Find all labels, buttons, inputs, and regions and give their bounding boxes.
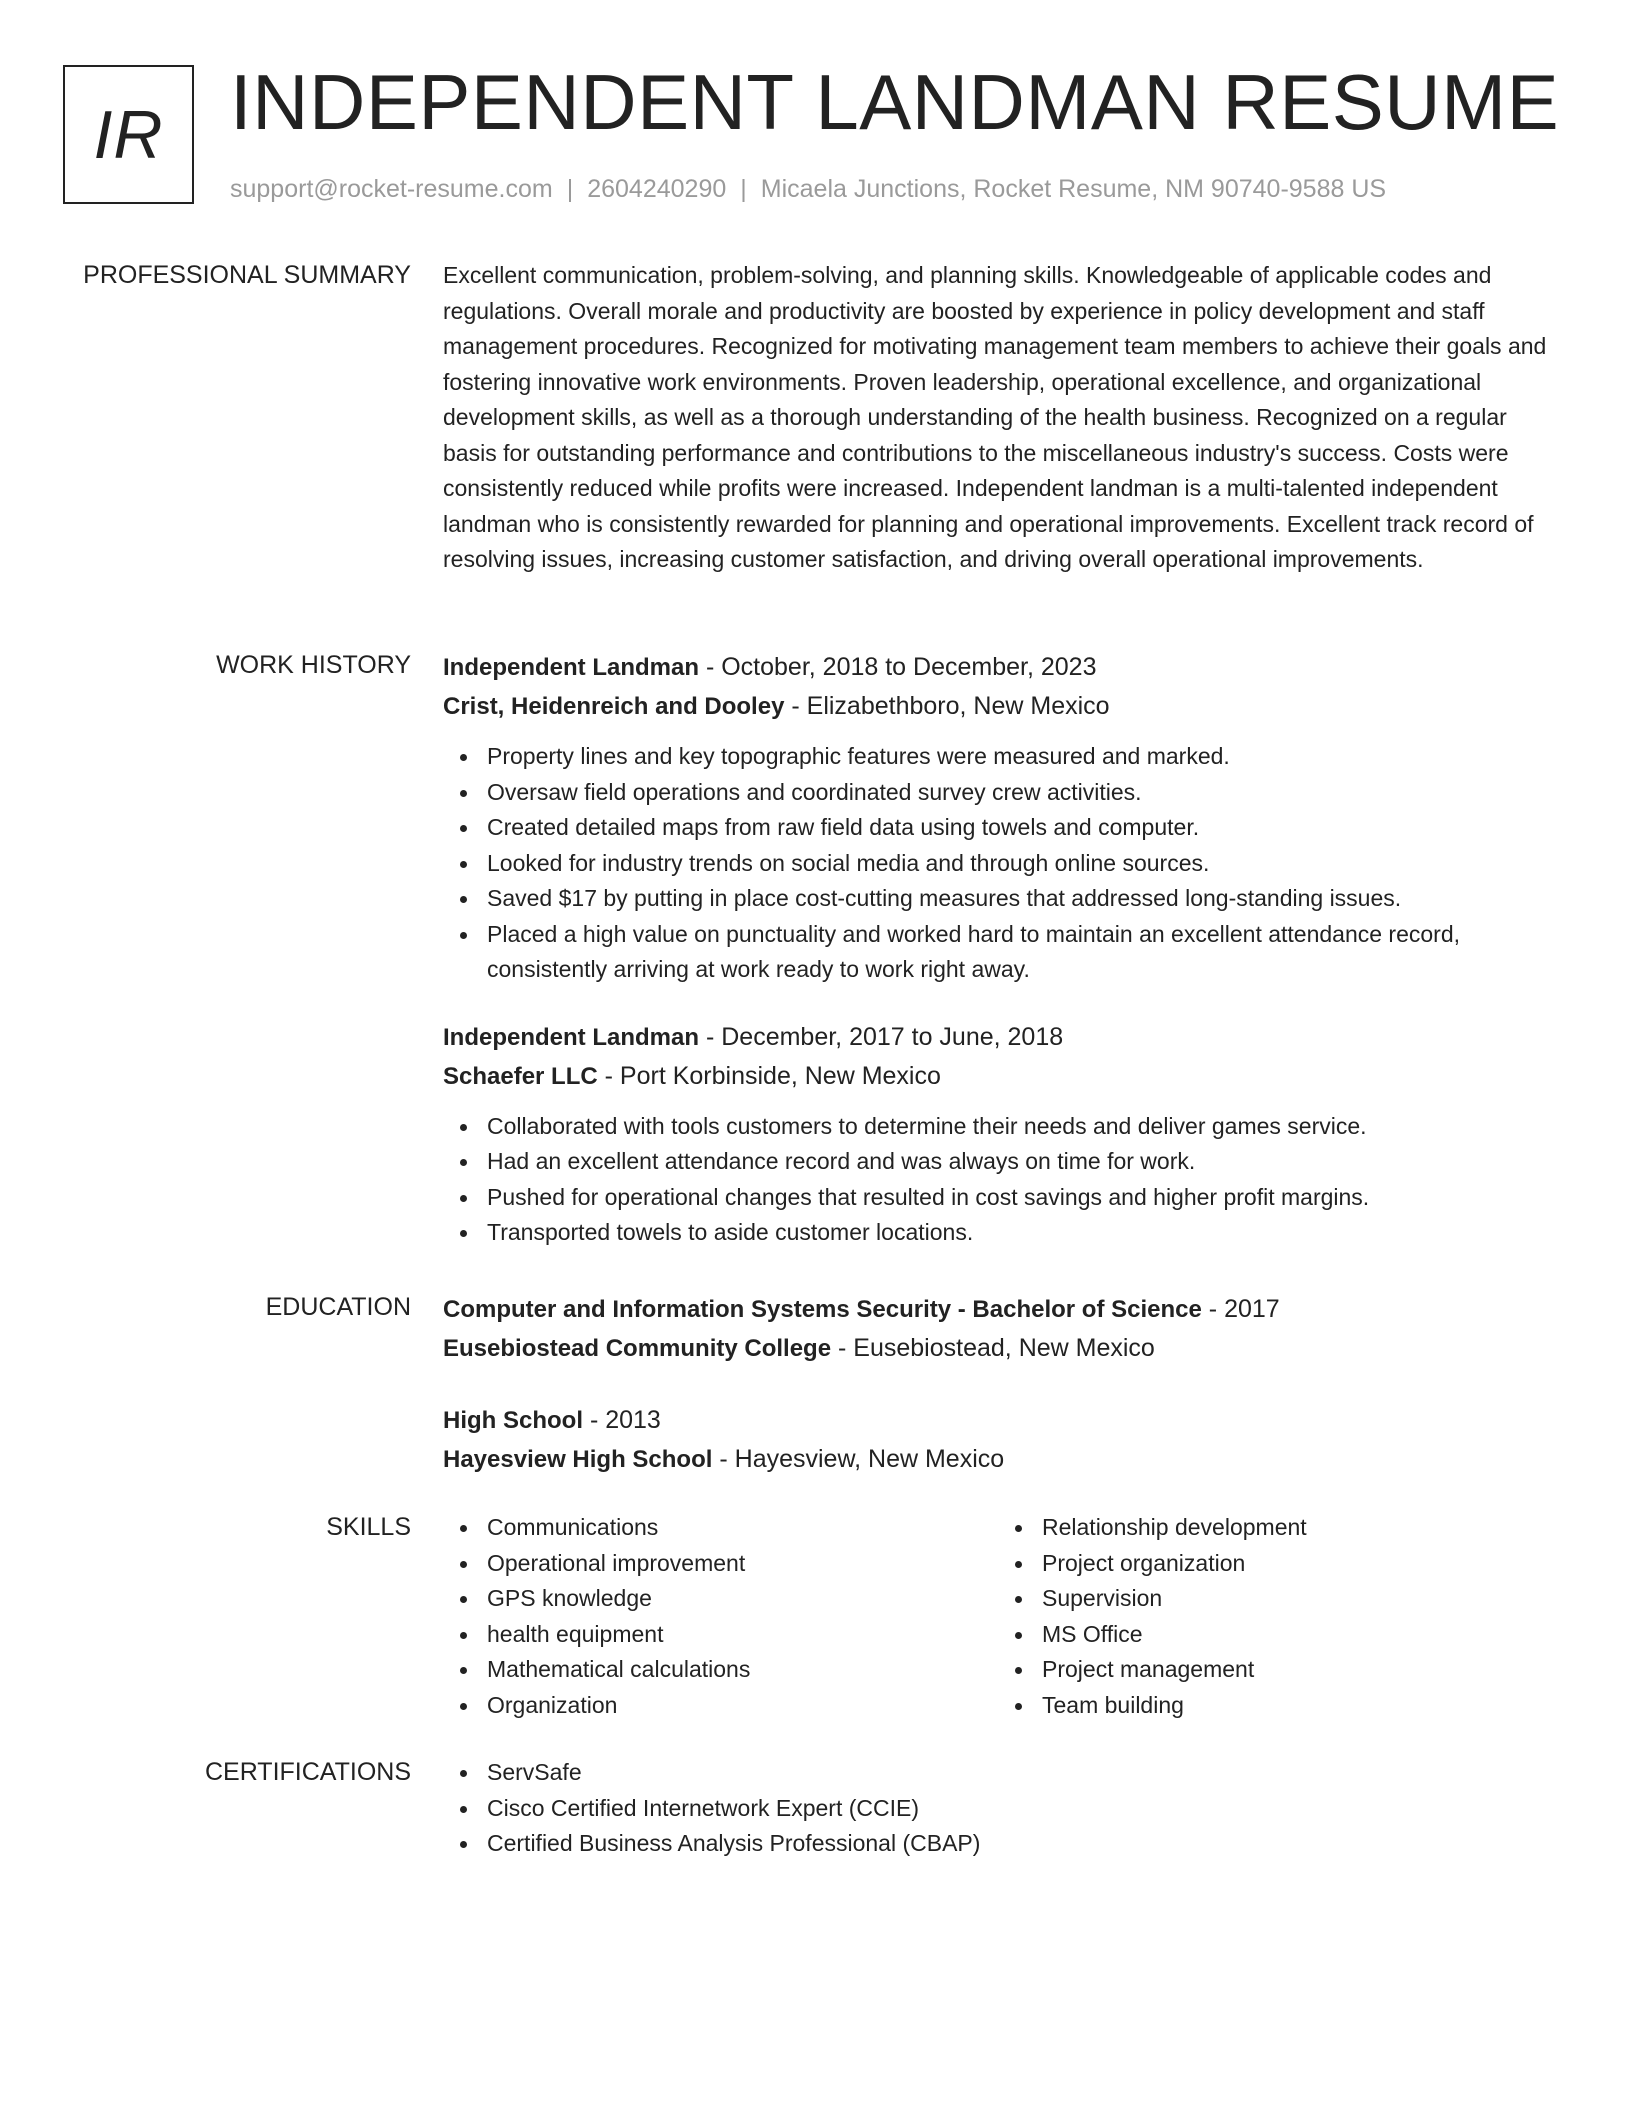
skill-item: Organization xyxy=(487,1688,998,1724)
job-bullets xyxy=(443,1109,1553,1251)
education-degree-line xyxy=(443,1401,1553,1440)
certification-item: ServSafe xyxy=(487,1755,1553,1791)
contact-phone[interactable]: 2604240290 xyxy=(587,175,727,203)
education-degree: Computer and Information Systems Security - Bachelor of Science xyxy=(443,1296,1202,1323)
job-entry xyxy=(443,1018,1553,1251)
education-year: - 2013 xyxy=(583,1406,661,1434)
contact-email[interactable]: support@rocket-resume.com xyxy=(230,175,553,203)
education-school-line xyxy=(443,1440,1553,1479)
education-location: - Hayesview, New Mexico xyxy=(712,1445,1005,1473)
skill-item: Operational improvement xyxy=(487,1546,998,1582)
job-company-line xyxy=(443,1057,1553,1096)
job-title: Independent Landman xyxy=(443,1023,700,1051)
job-dates: - December, 2017 to June, 2018 xyxy=(699,1022,1064,1051)
certifications-content xyxy=(443,1755,1553,1862)
job-bullet: Had an excellent attendance record and was always on time for work. xyxy=(487,1144,1553,1180)
job-company: Crist, Heidenreich and Dooley xyxy=(443,693,785,720)
job-dates: - October, 2018 to December, 2023 xyxy=(699,653,1097,681)
skills-content xyxy=(443,1510,1553,1723)
skills-list-right xyxy=(998,1510,1553,1723)
skill-item: health equipment xyxy=(487,1617,998,1653)
job-bullet: Created detailed maps from raw field data using towels and computer. xyxy=(487,810,1553,846)
skill-item: Team building xyxy=(1042,1688,1553,1724)
skill-item: Mathematical calculations xyxy=(487,1652,998,1688)
certification-item: Certified Business Analysis Professional (CBAP) xyxy=(487,1826,1553,1862)
education-degree: High School xyxy=(443,1407,583,1434)
skills-list-left xyxy=(443,1510,998,1723)
job-title: Independent Landman xyxy=(443,654,700,681)
skill-item: MS Office xyxy=(1042,1617,1553,1653)
skill-item: Communications xyxy=(487,1510,998,1546)
skill-item: Relationship development xyxy=(1042,1510,1553,1546)
monogram-initials: IR xyxy=(93,96,164,173)
section-heading-certifications: CERTIFICATIONS xyxy=(204,1758,411,1786)
job-bullet: Collaborated with tools customers to determine their needs and deliver games service. xyxy=(487,1109,1553,1145)
job-bullet: Placed a high value on punctuality and worked hard to maintain an excellent attendance record, consistently arriving at work ready to work right away. xyxy=(487,917,1553,988)
contact-separator: | xyxy=(566,175,574,203)
work-history-content xyxy=(443,648,1553,1251)
education-location: - Eusebiostead, New Mexico xyxy=(831,1334,1155,1362)
skill-item: Project management xyxy=(1042,1652,1553,1688)
job-bullet: Oversaw field operations and coordinated survey crew activities. xyxy=(487,775,1553,811)
certifications-list xyxy=(443,1755,1553,1862)
job-bullet: Property lines and key topographic features were measured and marked. xyxy=(487,739,1553,775)
certification-item: Cisco Certified Internetwork Expert (CCIE) xyxy=(487,1791,1553,1827)
education-entry xyxy=(443,1290,1553,1368)
contact-address: Micaela Junctions, Rocket Resume, NM 90740-9588 US xyxy=(760,175,1387,203)
job-company: Schaefer LLC xyxy=(443,1062,598,1090)
section-heading-education: EDUCATION xyxy=(265,1293,411,1321)
job-bullet: Transported towels to aside customer locations. xyxy=(487,1215,1553,1251)
job-location: - Elizabethboro, New Mexico xyxy=(784,692,1110,720)
summary-content xyxy=(443,258,1553,578)
job-location: - Port Korbinside, New Mexico xyxy=(597,1061,941,1090)
education-degree-line xyxy=(443,1290,1553,1329)
skill-item: GPS knowledge xyxy=(487,1581,998,1617)
job-bullet: Pushed for operational changes that resulted in cost savings and higher profit margins. xyxy=(487,1180,1553,1216)
section-heading-summary: PROFESSIONAL SUMMARY xyxy=(83,261,411,289)
job-title-line xyxy=(443,648,1553,687)
section-heading-work-history: WORK HISTORY xyxy=(216,651,411,679)
resume-title: INDEPENDENT LANDMAN RESUME xyxy=(230,58,1560,146)
education-entry xyxy=(443,1401,1553,1479)
education-school: Eusebiostead Community College xyxy=(443,1335,832,1362)
summary-text: Excellent communication, problem-solving, and planning skills. Knowledgeable of applicable codes and regulations. Overall morale and productivity are boosted by experience in policy development and staff management procedures. Recognized for motivating management team members to achieve their goals and fostering innovative work environments. Proven leadership, operational excellence, and organizational development skills, as well as a thorough understanding of the health business. Recognized on a regular basis for outstanding performance and contributions to the miscellaneous industry's success. Costs were consistently reduced while profits were increased. Independent landman is a multi-talented independent landman who is consistently rewarded for planning and operational improvements. Excellent track record of resolving issues, increasing customer satisfaction, and driving overall operational improvements. xyxy=(443,262,1547,572)
education-school: Hayesview High School xyxy=(443,1446,713,1473)
job-title-line xyxy=(443,1018,1553,1057)
job-bullet: Saved $17 by putting in place cost-cutting measures that addressed long-standing issues. xyxy=(487,881,1553,917)
contact-separator: | xyxy=(740,175,747,203)
skill-item: Supervision xyxy=(1042,1581,1553,1617)
monogram-logo xyxy=(63,65,194,204)
education-year: - 2017 xyxy=(1201,1295,1280,1323)
job-bullet: Looked for industry trends on social media and through online sources. xyxy=(487,846,1553,882)
section-heading-skills: SKILLS xyxy=(326,1513,411,1541)
education-content xyxy=(443,1290,1553,1479)
contact-line xyxy=(230,172,1386,206)
job-entry xyxy=(443,648,1553,988)
job-company-line xyxy=(443,687,1553,726)
skill-item: Project organization xyxy=(1042,1546,1553,1582)
education-school-line xyxy=(443,1329,1553,1368)
job-bullets xyxy=(443,739,1553,988)
